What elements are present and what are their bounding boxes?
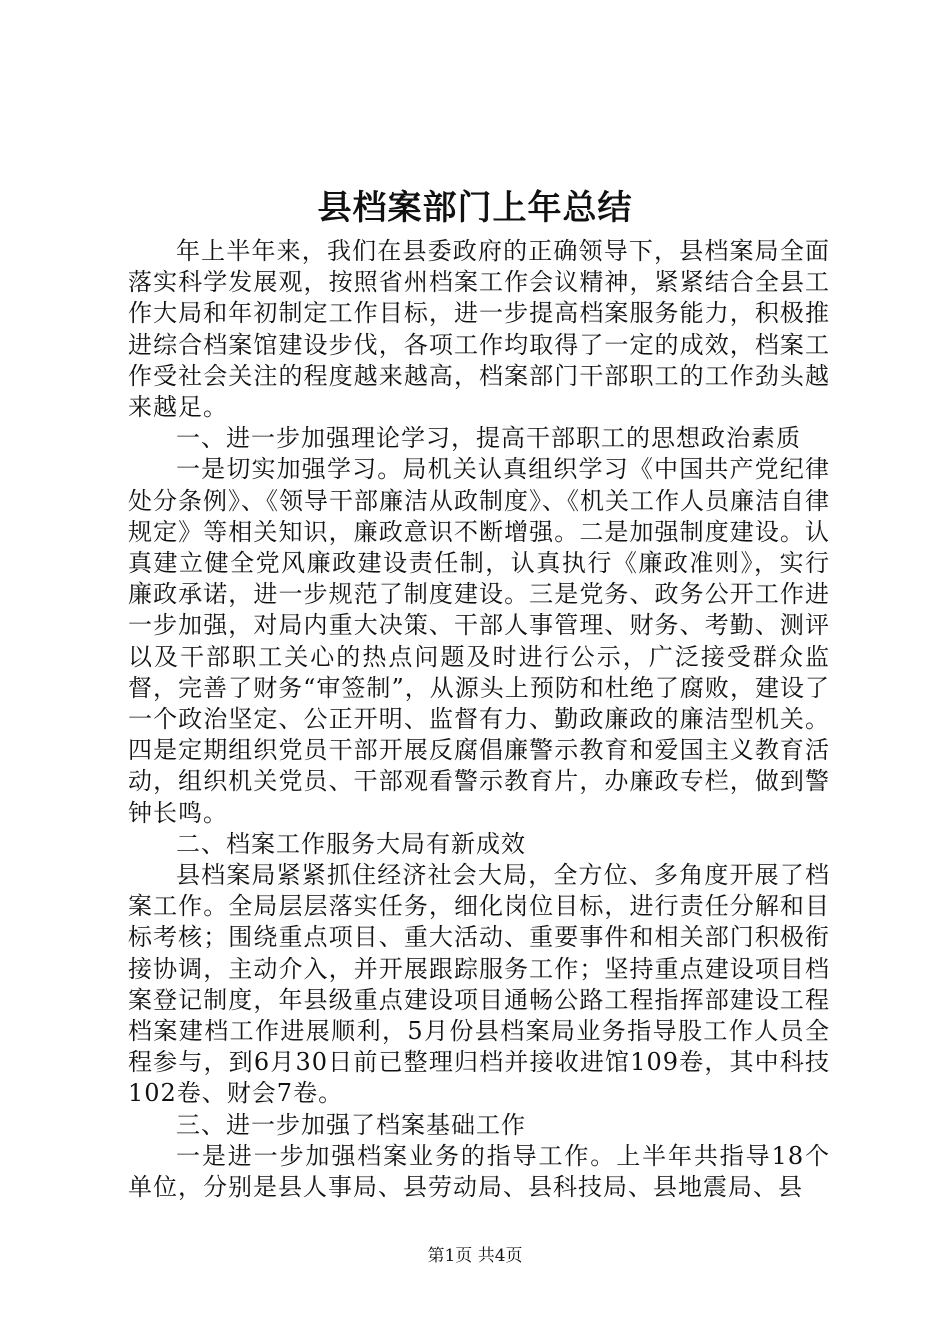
section-heading-1: 一、进一步加强理论学习，提高干部职工的思想政治素质 bbox=[176, 424, 801, 453]
page-number-footer: 第1页 共4页 bbox=[427, 1246, 523, 1266]
paragraph-section-1: 一是切实加强学习。局机关认真组织学习《中国共产党纪律处分条例》、《领导干部廉洁从政制度》、《机关工作人员廉洁自律规定》等相关知识，廉政意识不断增强。二是加强制度建设。认真建立健全党风廉政建设责任制，认真执行《廉政准则》，实行廉政承诺，进一步规范了制度建设。三是党务、政务公开工作进一步加强，对局内重大决策、干部人事管理、财务、考勤、测评以及干部职工关心的热点问题及时进行公示，广泛接受群众监督，完善了财务“审签制”，从源头上预防和杜绝了腐败，建设了一个政治坚定、公正开明、监督有力、勤政廉政的廉洁型机关。四是定期组织党员干部开展反腐倡廉警示教育和爱国主义教育活动，组织机关党员、干部观看警示教育片，办廉政专栏，做到警钟长鸣。 bbox=[128, 455, 830, 827]
paragraph-section-3: 一是进一步加强档案业务的指导工作。上半年共指导18个单位，分别是县人事局、县劳动局、县科技局、县地震局、县 bbox=[128, 1141, 830, 1202]
section-heading-2: 二、档案工作服务大局有新成效 bbox=[176, 829, 526, 858]
section-heading-3: 三、进一步加强了档案基础工作 bbox=[176, 1110, 526, 1139]
document-title: 县档案部门上年总结 bbox=[317, 188, 633, 228]
document-body bbox=[128, 236, 830, 1203]
paragraph-section-2: 县档案局紧紧抓住经济社会大局，全方位、多角度开展了档案工作。全局层层落实任务，细化岗位目标，进行责任分解和目标考核；围绕重点项目、重大活动、重要事件和相关部门积极衔接协调，主动介入，并开展跟踪服务工作；坚持重点建设项目档案登记制度，年县级重点建设项目通畅公路工程指挥部建设工程档案建档工作进展顺利，5月份县档案局业务指导股工作人员全程参与，到6月30日前已整理归档并接收进馆109卷，其中科技102卷、财会7卷。 bbox=[128, 861, 830, 1108]
paragraph-intro: 年上半年来，我们在县委政府的正确领导下，县档案局全面落实科学发展观，按照省州档案工作会议精神，紧紧结合全县工作大局和年初制定工作目标，进一步提高档案服务能力，积极推进综合档案馆建设步伐，各项工作均取得了一定的成效，档案工作受社会关注的程度越来越高，档案部门干部职工的工作劲头越来越足。 bbox=[128, 237, 830, 422]
